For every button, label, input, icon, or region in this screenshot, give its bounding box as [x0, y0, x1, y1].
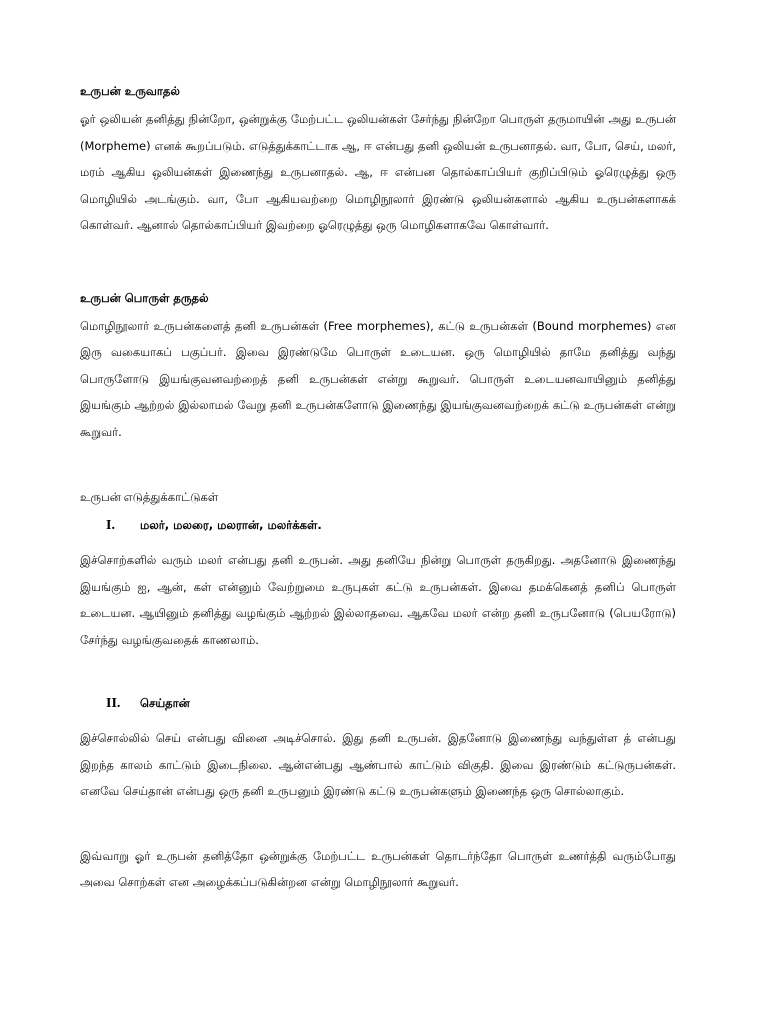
concluding-paragraph: இவ்வாறு ஓர் உருபன் தனித்தோ ஒன்றுக்கு மேற்பட்ட உருபன்கள் தொடர்ந்தோ பொருள் உணர்த்தி வரும்போது அவை சொற்கள் என அழைக்கப்படுகின்றன என்று மொழிநூலார் கூறுவர்.: [80, 848, 676, 889]
paragraph-morpheme-formation: ஓர் ஒலியன் தனித்து நின்றோ, ஒன்றுக்கு மேற்பட்ட ஒலியன்கள் சேர்ந்து நின்றோ பொருள் தருமாயின் அது உருபன் (Morpheme) எனக் கூறப்படும். எடுத்துக்காட்டாக ஆ, ஈ என்பது தனி ஒலியன் உருபனாதல். வா, போ, செய், மலர், மரம் ஆகிய ஒலியன்கள் இணைந்து உருபனாதல். ஆ, ஈ என்பன தொல்காப்பியர் குறிப்பிடும் ஓரெழுத்து ஒரு மொழியில் அடங்கும். வா, போ ஆகியவற்றை மொழிநூலார் இரண்டு ஒலியன்களால் ஆகிய உருபன்களாகக் கொள்வர். ஆனால் தொல்காப்பியர் இவற்றை ஓரெழுத்து ஒரு மொழிகளாகவே கொள்வார்.: [80, 112, 676, 232]
example-item-2-heading: [80, 693, 676, 715]
examples-heading: உருபன் எடுத்துக்காட்டுகள்: [80, 492, 219, 504]
example-item-1-paragraph: இச்சொற்களில் வரும் மலர் என்பது தனி உருபன். அது தனியே நின்று பொருள் தருகிறது. அதனோடு இணைந்து இயங்கும் ஐ, ஆன், கள் என்னும் வேற்றுமை உருபுகள் கட்டு உருபன்கள். இவை தமக்கெனத் தனிப் பொருள் உடையன. ஆயினும் தனித்து வழங்கும் ஆற்றல் இல்லாதவை. ஆகவே மலர் என்ற தனி உருபனோடு (பெயரோடு) சேர்ந்து வழங்குவதைக் காணலாம்.: [80, 553, 676, 647]
document-page: [80, 80, 676, 896]
example-item-1-number: I.: [106, 518, 115, 533]
example-item-2-paragraph: இச்சொல்லில் செய் என்பது வினை அடிச்சொல். இது தனி உருபன். இதனோடு இணைந்து வந்துள்ள த் என்பது இறந்த காலம் காட்டும் இடைநிலை. ஆன்என்பது ஆண்பால் காட்டும் விகுதி. இவை இரண்டும் கட்டுருபன்கள். எனவே செய்தான் என்பது ஒரு தனி உருபனும் இரண்டு கட்டு உருபன்களும் இணைந்த ஒரு சொல்லாகும்.: [80, 731, 676, 798]
example-item-2-title: செய்தான்: [140, 696, 190, 710]
example-item-1-heading: [80, 515, 676, 537]
example-item-1-title: மலர், மலரை, மலரான், மலர்க்கள்.: [140, 518, 322, 532]
example-item-2-number: II.: [106, 696, 121, 711]
section-heading-morpheme-meaning: உருபன் பொருள் தருதல்: [80, 290, 209, 305]
section-heading-morpheme-formation: உருபன் உருவாதல்: [80, 84, 180, 98]
paragraph-morpheme-meaning: மொழிநூலார் உருபன்களைத் தனி உருபன்கள் (Free morphemes), கட்டு உருபன்கள் (Bound morphemes) என இரு வகையாகப் பகுப்பர். இவை இரண்டுமே பொருள் உடையன. ஒரு மொழியில் தாமே தனித்து வந்து பொருளோடு இயங்குவனவற்றைத் தனி உருபன்கள் என்று கூறுவர். பொருள் உடையனவாயினும் தனித்து இயங்கும் ஆற்றல் இல்லாமல் வேறு தனி உருபன்களோடு இணைந்து இயங்குவனவற்றைக் கட்டு உருபன்கள் என்று கூறுவர்.: [80, 318, 676, 439]
